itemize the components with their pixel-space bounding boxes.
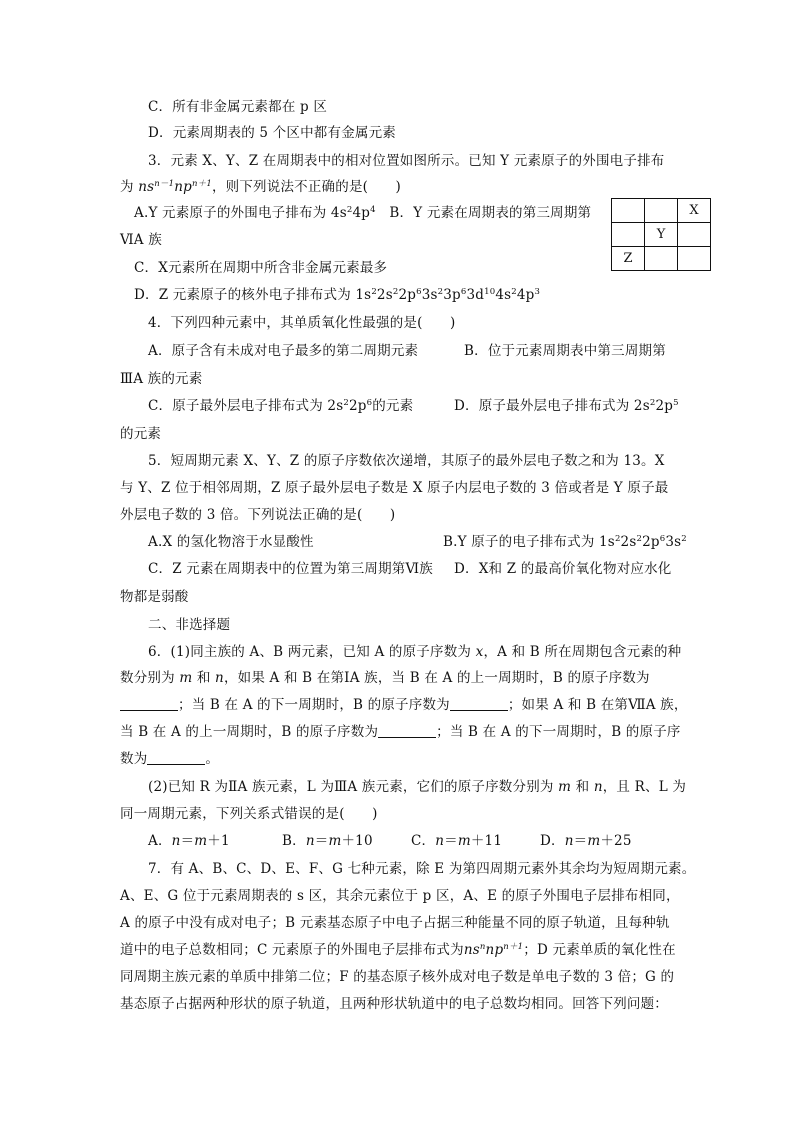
q7-line4: 道中的电子总数相同；C 元素原子的外围电子层排布式为$ns^nnp^{n+1}$；D 元素单质的氧化性在 xyxy=(120,942,676,958)
q4-option-b: B．位于元素周期表中第三周期第 xyxy=(464,343,666,359)
q7-line2: A、E、G 位于元素周期表的 s 区，其余元素位于 p 区，A、E 的原子外围电子层排布相同， xyxy=(120,888,680,904)
grid-cell-z: Z xyxy=(612,247,645,271)
grid-cell xyxy=(678,223,711,247)
q3-option-c: C．X元素所在周期中所含非金属元素最多 xyxy=(134,260,388,276)
q7-line5: 同周期主族元素的单质中排第二位；F 的基态原子核外成对电子数是单电子数的 3 倍；G 的 xyxy=(120,969,675,985)
q5-stem-line2: 与 Y、Z 位于相邻周期，Z 原子最外层电子数是 X 原子内层电子数的 3 倍或者是 Y 原子最 xyxy=(120,480,669,496)
q3-option-b-cont: ⅥA 族 xyxy=(120,232,162,248)
q6-part1-line4: 当 B 在 A 的上一周期时，B 的原子序数为 ；当 B 在 A 的下一周期时，B 的原子序 xyxy=(120,724,681,740)
q3-stem-line2: 为 $ns^{n-1}np^{n+1}$，则下列说法不正确的是( ) xyxy=(120,179,401,195)
q5-option-b: B.Y 原子的电子排布式为 $1s^22s^22p^63s^2$ xyxy=(443,534,687,550)
grid-cell xyxy=(645,247,678,271)
answer-blank[interactable] xyxy=(147,752,205,765)
grid-cell xyxy=(612,223,645,247)
grid-cell-x: X xyxy=(678,199,711,223)
q6-part2-line2: 同一周期元素，下列关系式错误的是( ) xyxy=(120,806,378,822)
answer-blank[interactable] xyxy=(450,698,508,711)
q4-option-a: A．原子含有未成对电子最多的第二周期元素 xyxy=(148,343,419,359)
grid-cell xyxy=(645,199,678,223)
q5-stem-line3: 外层电子数的 3 倍。下列说法正确的是( ) xyxy=(120,507,396,523)
q7-line6: 基态原子占据两种形状的原子轨道，且两种形状轨道中的电子总数均相同。回答下列问题： xyxy=(120,996,668,1012)
q6-part1-line5: 数为 。 xyxy=(120,751,220,767)
q6-part2-option-a: A．n＝m＋1 xyxy=(148,833,230,849)
q6-part2-option-c: C．n＝m＋11 xyxy=(411,833,503,849)
q6-part1-line2: 数分别为 m 和 n，如果 A 和 B 在第ⅠA 族，当 B 在 A 的上一周期时，B 的原子序数为 xyxy=(120,670,650,686)
q3-option-a-b: A.Y 元素原子的外围电子排布为 $4s^24p^4$ B．Y 元素在周期表的第三周期第 xyxy=(134,205,592,221)
periodic-position-grid xyxy=(611,198,711,271)
section-heading: 二、非选择题 xyxy=(148,617,231,633)
answer-blank[interactable] xyxy=(378,725,436,738)
q6-part2-option-b: B．n＝m＋10 xyxy=(282,833,373,849)
q3-option-d: D．Z 元素原子的核外电子排布式为 $1s^22s^22p^63s^23p^63d^{10}4s^24p^3$ xyxy=(134,287,541,303)
option-d-text: D．元素周期表的 5 个区中都有金属元素 xyxy=(148,125,396,141)
q4-option-d-cont: 的元素 xyxy=(120,426,162,442)
q5-option-d: D．X和 Z 的最高价氧化物对应水化 xyxy=(454,561,672,577)
q6-part2-line1: (2)已知 R 为ⅡA 族元素，L 为ⅢA 族元素，它们的原子序数分别为 m 和 n，且 R、L 为 xyxy=(148,779,687,795)
q4-option-b-cont: ⅢA 族的元素 xyxy=(120,371,203,387)
grid-cell-y: Y xyxy=(645,223,678,247)
answer-blank[interactable] xyxy=(120,698,178,711)
q5-option-c: C．Z 元素在周期表中的位置为第三周期第Ⅵ族 xyxy=(148,561,433,577)
q7-line3: A 的原子中没有成对电子；B 元素基态原子中电子占据三种能量不同的原子轨道，且每种轨 xyxy=(120,915,670,931)
q6-part1-line1: 6．(1)同主族的 A、B 两元素，已知 A 的原子序数为 x，A 和 B 所在周期包含元素的种 xyxy=(148,644,682,660)
grid-cell xyxy=(678,247,711,271)
grid-cell xyxy=(612,199,645,223)
option-c-text: C．所有非金属元素都在 p 区 xyxy=(148,99,328,115)
q5-stem-line1: 5．短周期元素 X、Y、Z 的原子序数依次递增，其原子的最外层电子数之和为 13。X xyxy=(148,453,665,469)
q6-part2-option-d: D．n＝m＋25 xyxy=(540,833,632,849)
q4-option-d: D．原子最外层电子排布式为 $2s^22p^5$ xyxy=(454,398,679,414)
q6-part1-line3: ；当 B 在 A 的下一周期时，B 的原子序数为 ；如果 A 和 B 在第ⅦA 族， xyxy=(120,696,688,714)
q7-line1: 7．有 A、B、C、D、E、F、G 七种元素，除 E 为第四周期元素外其余均为短周期元素。 xyxy=(148,861,696,877)
q4-stem: 4．下列四种元素中，其单质氧化性最强的是( ) xyxy=(148,315,456,331)
q3-stem-line1: 3．元素 X、Y、Z 在周期表中的相对位置如图所示。已知 Y 元素原子的外围电子排布 xyxy=(148,153,665,169)
q5-option-d-cont: 物都是弱酸 xyxy=(120,589,189,605)
q5-option-a: A.X 的氢化物溶于水显酸性 xyxy=(148,534,314,550)
q4-option-c: C．原子最外层电子排布式为 $2s^22p^6$的元素 xyxy=(148,398,414,414)
